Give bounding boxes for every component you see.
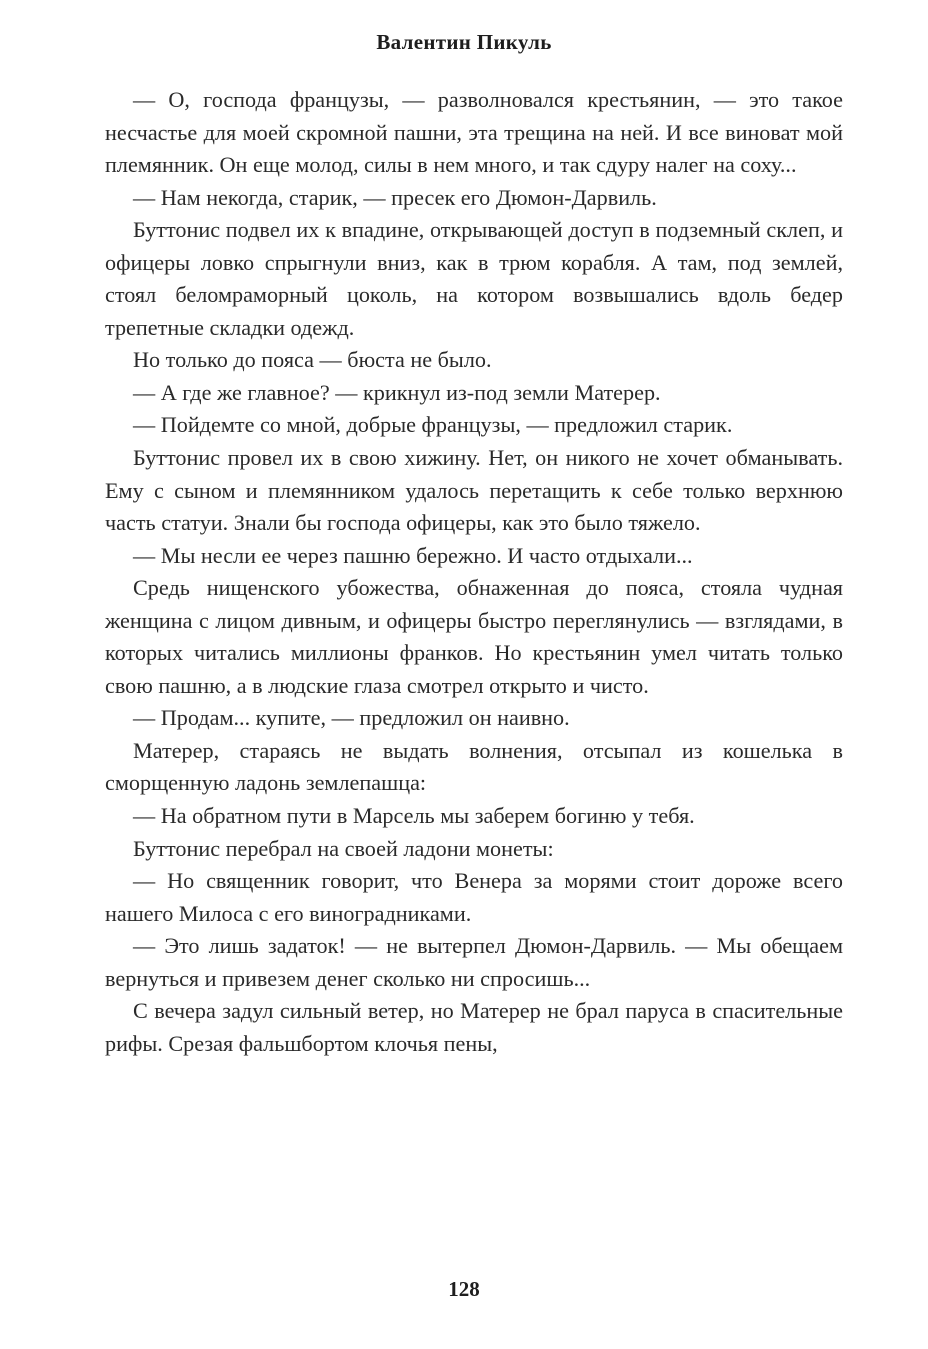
paragraph: — Пойдемте со мной, добрые французы, — предложил старик. [133,412,733,438]
paragraph: — Нам некогда, старик, — пресек его Дюмон-Дарвиль. [133,184,657,210]
running-header-author: Валентин Пикуль [376,30,552,54]
paragraph: — Продам... купите, — предложил он наивно. [133,705,570,731]
paragraph: Буттонис перебрал на своей ладони монеты: [133,835,554,861]
paragraph: — Это лишь задаток! — не вытерпел Дюмон-Дарвиль. — Мы обещаем вернуться и привезем денег сколько ни спросишь... [105,933,843,991]
paragraph: Буттонис подвел их к впадине, открывающей доступ в подземный склеп, и офицеры ловко спрыгнули вниз, как в трюм корабля. А там, под землей, стоял беломраморный цоколь, на котором возвышались вдоль бедер трепетные складки одежд. [105,217,843,340]
paragraph: Но только до пояса — бюста не было. [133,347,492,373]
paragraph: — Но священник говорит, что Венера за морями стоит дороже всего нашего Милоса с его виноградниками. [105,868,843,926]
paragraph: Буттонис провел их в свою хижину. Нет, он никого не хочет обманывать. Ему с сыном и племянником удалось перетащить к себе только верхнюю часть статуи. Знали бы господа офицеры, как это было тяжело. [105,445,843,536]
paragraph: — На обратном пути в Марсель мы заберем богиню у тебя. [133,803,695,829]
paragraph: — О, господа французы, — разволновался крестьянин, — это такое несчастье для моей скромной пашни, эта трещина на ней. И все виноват мой племянник. Он еще молод, силы в нем много, и так сдуру налег на соху... [105,87,843,178]
page-number: 128 [448,1277,480,1301]
paragraph: — Мы несли ее через пашню бережно. И часто отдыхали... [133,542,693,568]
paragraph: Средь нищенского убожества, обнаженная до пояса, стояла чудная женщина с лицом дивным, и офицеры быстро переглянулись — взглядами, в которых читались миллионы франков. Но крестьянин умел читать только свою пашню, а в людские глаза смотрел открыто и чисто. [105,575,843,698]
paragraph: Матерер, стараясь не выдать волнения, отсыпал из кошелька в сморщенную ладонь землепашца: [105,737,843,796]
paragraph: С вечера задул сильный ветер, но Матерер не брал паруса в спасительные рифы. Срезая фальшбортом клочья пены, [105,998,843,1056]
body-text [105,84,843,1060]
paragraph: — А где же главное? — крикнул из-под земли Матерер. [133,379,661,405]
